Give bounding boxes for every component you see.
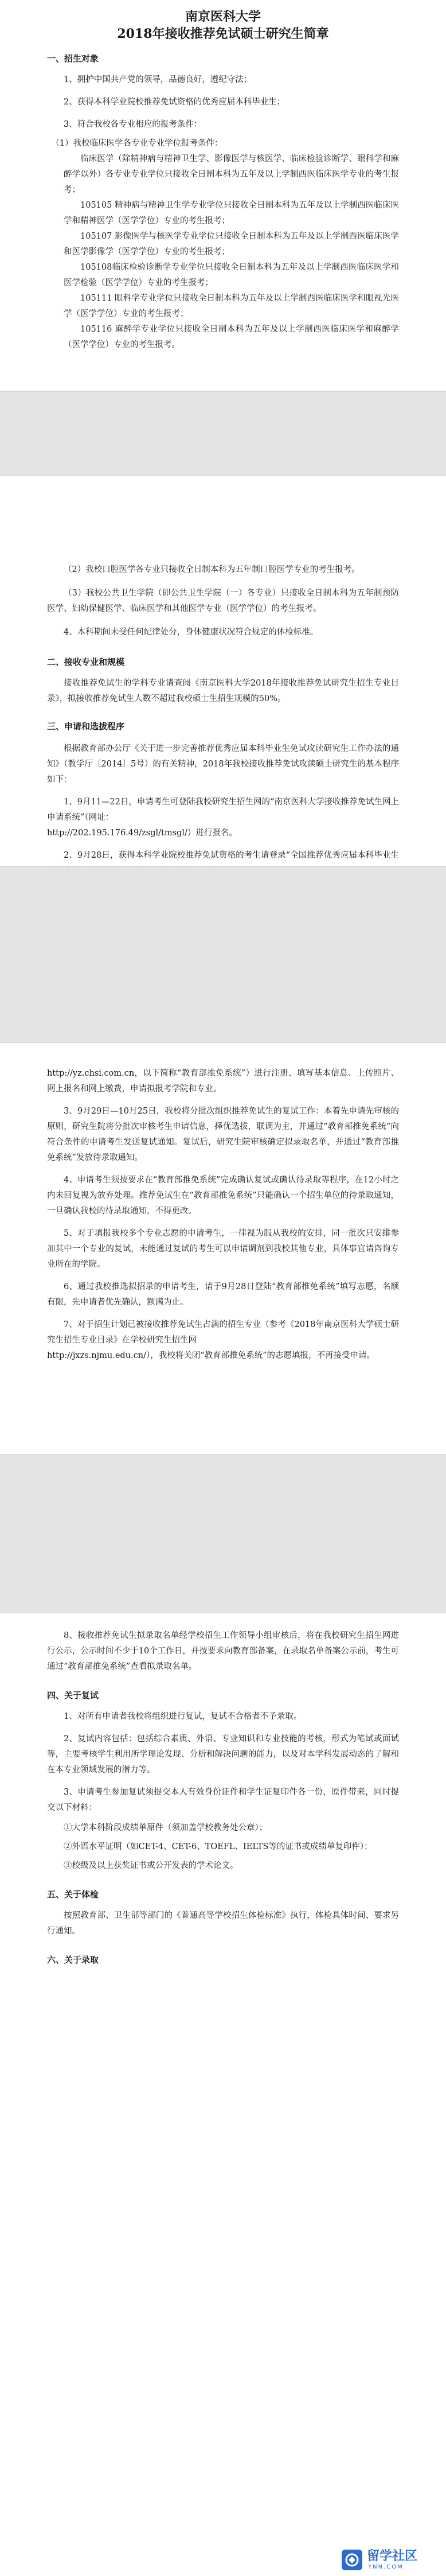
section-1-item-2: 2、获得本科学业院校推荐免试资格的优秀应届本科毕业生； (64, 98, 285, 107)
sub-1-item-105116: 105116 麻醉学专业学位只接收全日制本科为五年及以上学制西医临床医学和麻醉学（医学学位）专业的考生报考。 (64, 325, 399, 349)
step-1-url[interactable]: http://202.195.176.49/zsgl/tmsgl/）进行报名。 (47, 828, 237, 838)
sub-1-item-105111: 105111 眼科学专业学位只接收全日制本科为五年及以上学制西医临床医学和眼视光医学（医学学位）专业的考生报考； (64, 294, 399, 318)
step-2-url[interactable]: http://yz.chsi.com.cn，以下简称“教育部推免系统”）进行注册、填写基本信息、上传照片、网上报名和网上缴费，申请拟报考学院和专业。 (47, 1069, 399, 1094)
section-4-item-3: 3、申请考生参加复试须提交本人有效身份证件和学生证复印件各一份，原件带来，同时提交以下材料： (47, 1788, 399, 1812)
page-2 (0, 476, 446, 866)
doc-title-line1: 南京医科大学 (185, 9, 261, 24)
logo-text: 留学社区 (367, 2549, 418, 2563)
section-1-heading: 一、招生对象 (47, 53, 99, 64)
step-3: 3、9月29日—10月25日，我校将分批次组织推荐免试生的复试工作：本着先申请先审核的原则，研究生院将分批次审核考生申请信息，择优选拔，联调为主，并通过“教育部推免系统”向符合条件的申请考生发送复试通知。复试后，研究生院审核确定拟录取名单，并通过“教育部推免系统”发放待录取通知。 (47, 1107, 399, 1162)
step-8: 8、接收推荐免试生拟录取名单经学校招生工作领导小组审核后，将在我校研究生招生网进行公示，公示时间不少于10个工作日，并按要求向教育部备案，在录取名单备案公示前，考生可通过“教育部推免系统”查看拟录取名单。 (47, 1631, 399, 1671)
section-4-item-2: 2、复试内容包括：包括综合素质、外语、专业知识和专业技能的考核，形式为笔试或面试等，主要考核学生利用所学理论发现、分析和解决问题的能力，以及对本学科发展动态的了解和在本专业领域发展的潜力等。 (47, 1734, 399, 1775)
section-3-intro: 根据教育部办公厅《关于进一步完善推荐优秀应届本科毕业生免试攻读研究生工作办法的通知》（教学厅〔2014〕5号）的有关精神，2018年我校接收推荐免试攻读硕士研究生的基本程序如下： (47, 744, 399, 784)
step-7-url[interactable]: http://jxzs.njmu.edu.cn/），我校将关闭“教育部推免系统”的志愿填报，不再接受申请。 (47, 1351, 375, 1360)
page-3 (0, 1043, 446, 1454)
material-3: ③校级及以上获奖证书或公开发表的学术论文。 (64, 1861, 238, 1870)
step-5: 5、对于填报我校多个专业志愿的申请考生，一律视为服从我校的安排，同一批次只安排参加其中一个专业的复试，未能通过复试的考生可以申请调剂到我校其他专业，具体事宜请咨询专业所在的学院。 (47, 1229, 399, 1269)
section-5-text: 按照教育部、卫生部等部门的《普通高等学校招生体检标准》执行，体检具体时间、要求另行通知。 (47, 1911, 399, 1936)
section-1-item-1: 1、拥护中国共产党的领导，品德良好，遵纪守法； (64, 75, 252, 84)
material-2: ②外语水平证明（如CET-4、CET-6、TOEFL、IELTS等的证书或成绩单复印件）； (64, 1842, 373, 1851)
page-separator (0, 866, 446, 1043)
page-separator (0, 391, 446, 476)
page-4 (0, 1613, 446, 2542)
section-1-item-4: 4、本科期间未受任何纪律处分，身体健康状况符合规定的体检标准。 (64, 628, 319, 637)
section-1-item-3: 3、符合我校各专业相应的报考条件： (64, 120, 202, 129)
sub-1-item-105108: 105108临床检验诊断学专业学位只接收全日制本科为五年及以上学制西医临床医学和医学检验（医学学位）专业的考生报考； (64, 263, 399, 287)
section-6-heading: 六、关于录取 (47, 1955, 99, 1965)
footer (0, 2542, 446, 2576)
sub-2: （2）我校口腔医学各专业只接收全日制本科为五年制口腔医学专业的考生报考。 (64, 565, 360, 574)
section-4-item-1: 1、对所有申请者我校将组织进行复试，复试不合格者不予录取。 (64, 1712, 302, 1721)
page-1 (0, 0, 446, 391)
step-2-text: 2、9月28日，获得本科学业院校推荐免试资格的考生请登录“全国推荐优秀应届本科毕业生 (64, 851, 399, 860)
step-6: 6、通过我校推选拟招录的申请考生，请于9月28日登陆“教育部推免系统”填写志愿，名额有限，先申请者优先确认，额满为止。 (47, 1282, 399, 1307)
sub-1-title: （1）我校临床医学各专业专业学位报考条件： (51, 139, 223, 148)
section-2-heading: 二、接收专业和规模 (47, 657, 125, 667)
sub-1-item-105107: 105107 影像医学与核医学专业学位只接收全日制本科为五年及以上学制西医临床医学和医学影像学（医学学位）专业的考生报考； (64, 232, 399, 256)
sub-1-item-105105: 105105 精神病与精神卫生学专业学位只接收全日制本科为五年及以上学制西医临床医学和精神医学（医学学位）专业的考生报考； (64, 201, 399, 225)
step-1-text: 1、9月11—22日，申请考生可登陆我校研究生招生网的“南京医科大学接收推荐免试生网上申请系统”（网址： (47, 797, 399, 822)
watermark-logo[interactable] (341, 2547, 438, 2573)
section-2-text: 接收推荐免试生的学科专业请查阅《南京医科大学2018年接收推荐免试研究生招生专业目录》，拟接收推荐免试生人数不超过我校硕士生招生规模的50%。 (47, 679, 399, 703)
sub-3: （3）我校公共卫生学院（即公共卫生学院（一）各专业）只接收全日制本科为五年制预防医学、妇幼保健医学、临床医学和其他医学专业（医学学位）的考生报考。 (47, 589, 399, 613)
doc-title-line2: 2018年接收推荐免试硕士研究生简章 (117, 26, 329, 41)
page-separator (0, 1454, 446, 1613)
section-5-heading: 五、关于体检 (47, 1889, 99, 1900)
logo-subtext: YNN.COM (368, 2564, 404, 2570)
material-1: ①大学本科阶段成绩单原件（须加盖学校教务处公章）； (64, 1823, 268, 1832)
sub-1-intro: 临床医学（除精神病与精神卫生学、影像医学与核医学、临床检验诊断学、眼科学和麻醉学以外）各专业专业学位只接收全日制本科为五年及以上学制西医临床医学专业的考生报考； (64, 154, 399, 194)
step-4: 4、申请考生须按要求在“教育部推免系统”完成确认复试或确认待录取等程序，在12小时之内未回复视为放弃处理。推荐免试生在“教育部推免系统”只能确认一个招生单位的待录取通知，一旦确认我校的待录取通知，不得更改。 (47, 1176, 399, 1216)
section-3-heading: 三、申请和选拔程序 (47, 721, 125, 731)
step-7-text: 7、对于招生计划已被接收推荐免试生占满的招生专业（参考《2018年南京医科大学硕士研究生招生专业目录》在学校研究生招生网 (47, 1320, 399, 1345)
section-4-heading: 四、关于复试 (47, 1690, 99, 1701)
